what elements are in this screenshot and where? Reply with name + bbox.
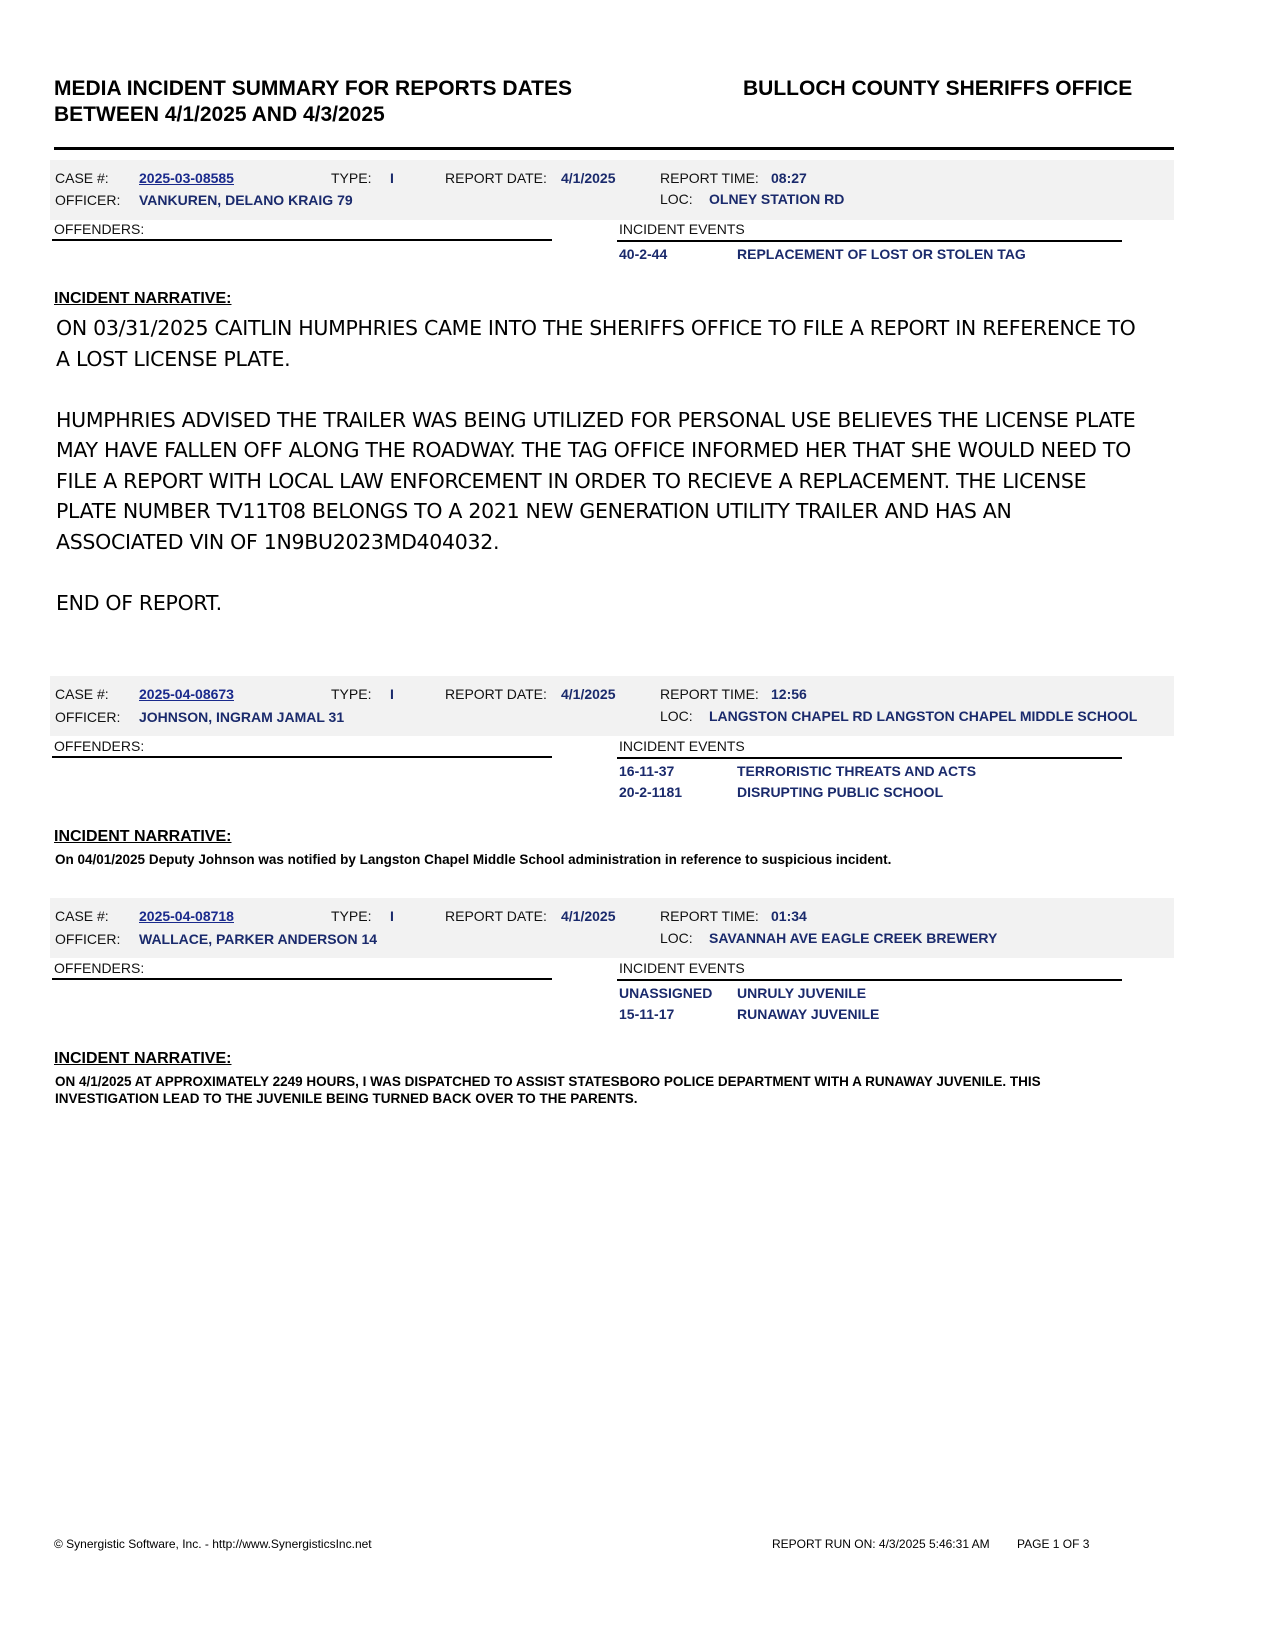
narrative-heading: INCIDENT NARRATIVE:: [54, 1050, 232, 1067]
narrative-line: MAY HAVE FALLEN OFF ALONG THE ROADWAY. THE TAG OFFICE INFORMED HER THAT SHE WOULD NEED TO: [56, 438, 1131, 462]
footer-run-on: REPORT RUN ON: 4/3/2025 5:46:31 AM: [772, 1537, 990, 1551]
event-code: UNASSIGNED: [619, 985, 713, 1001]
case-label: CASE #:: [55, 686, 109, 702]
report-time-label: REPORT TIME:: [660, 686, 759, 702]
case-number-link[interactable]: 2025-04-08673: [139, 686, 234, 702]
report-time-label: REPORT TIME:: [660, 908, 759, 924]
narrative-text: [56, 313, 1166, 618]
loc-value: LANGSTON CHAPEL RD LANGSTON CHAPEL MIDDLE SCHOOL: [709, 708, 1138, 724]
case-info-band: [50, 676, 1174, 736]
agency-name: BULLOCH COUNTY SHERIFFS OFFICE: [743, 77, 1133, 100]
officer-value: WALLACE, PARKER ANDERSON 14: [139, 931, 378, 947]
narrative-line: END OF REPORT.: [56, 590, 222, 615]
narrative-text: ON 4/1/2025 AT APPROXIMATELY 2249 HOURS, I WAS DISPATCHED TO ASSIST STATESBORO POLICE DEPARTMENT WITH A RUNAWAY JUVENILE. THIS: [55, 1074, 1041, 1089]
narrative-line: ON 03/31/2025 CAITLIN HUMPHRIES CAME INTO THE SHERIFFS OFFICE TO FILE A REPORT IN REFERENCE TO: [56, 316, 1136, 340]
narrative-heading: INCIDENT NARRATIVE:: [54, 828, 232, 845]
header-divider: [54, 147, 1174, 150]
report-time-value: 01:34: [771, 908, 807, 924]
type-label: TYPE:: [331, 686, 372, 702]
event-description: TERRORISTIC THREATS AND ACTS: [737, 763, 977, 779]
event-code: 40-2-44: [619, 246, 668, 262]
offenders-rule: [52, 978, 552, 980]
report-title-line1: MEDIA INCIDENT SUMMARY FOR REPORTS DATES: [54, 77, 573, 100]
narrative-line: A LOST LICENSE PLATE.: [56, 346, 291, 371]
narrative-text: On 04/01/2025 Deputy Johnson was notified by Langston Chapel Middle School administration in reference to suspicious incident.: [55, 852, 892, 867]
event-code: 20-2-1181: [619, 784, 683, 800]
type-value: I: [390, 170, 394, 186]
report-date-value: 4/1/2025: [561, 170, 616, 186]
report-time-label: REPORT TIME:: [660, 170, 759, 186]
type-value: I: [390, 908, 394, 924]
footer-page-number: PAGE 1 OF 3: [1017, 1537, 1090, 1551]
case-info-band: [50, 898, 1174, 958]
officer-label: OFFICER:: [55, 931, 121, 947]
narrative-text: INVESTIGATION LEAD TO THE JUVENILE BEING TURNED BACK OVER TO THE PARENTS.: [55, 1091, 638, 1106]
footer-copyright: © Synergistic Software, Inc. - http://www.SynergisticsInc.net: [54, 1537, 372, 1551]
event-code: 15-11-17: [619, 1006, 675, 1022]
report-time-value: 12:56: [771, 686, 807, 702]
report-date-value: 4/1/2025: [561, 686, 616, 702]
report-time-value: 08:27: [771, 170, 807, 186]
narrative-line: HUMPHRIES ADVISED THE TRAILER WAS BEING UTILIZED FOR PERSONAL USE BELIEVES THE LICENSE PLATE: [56, 407, 1136, 432]
case-number-link[interactable]: 2025-04-08718: [139, 908, 234, 924]
narrative-line: ASSOCIATED VIN OF 1N9BU2023MD404032.: [56, 529, 500, 554]
case-info-band: [50, 160, 1174, 220]
event-description: REPLACEMENT OF LOST OR STOLEN TAG: [737, 246, 1026, 262]
narrative-line: PLATE NUMBER TV11T08 BELONGS TO A 2021 NEW GENERATION UTILITY TRAILER AND HAS AN: [56, 499, 1012, 523]
type-label: TYPE:: [331, 908, 372, 924]
case-number-link[interactable]: 2025-03-08585: [139, 170, 234, 186]
loc-label: LOC:: [660, 708, 693, 724]
narrative-heading: INCIDENT NARRATIVE:: [54, 290, 232, 307]
loc-label: LOC:: [660, 930, 693, 946]
incident-events-rule: [617, 979, 1122, 981]
event-code: 16-11-37: [619, 763, 675, 779]
case-label: CASE #:: [55, 908, 109, 924]
officer-value: JOHNSON, INGRAM JAMAL 31: [139, 709, 345, 725]
narrative-line: FILE A REPORT WITH LOCAL LAW ENFORCEMENT IN ORDER TO RECIEVE A REPLACEMENT. THE LICENSE: [56, 468, 1087, 493]
loc-value: SAVANNAH AVE EAGLE CREEK BREWERY: [709, 930, 998, 946]
report-date-value: 4/1/2025: [561, 908, 616, 924]
offenders-label: OFFENDERS:: [54, 738, 145, 754]
report-date-label: REPORT DATE:: [445, 908, 547, 924]
event-description: UNRULY JUVENILE: [737, 985, 867, 1001]
report-date-label: REPORT DATE:: [445, 686, 547, 702]
offenders-rule: [52, 756, 552, 758]
report-date-label: REPORT DATE:: [445, 170, 547, 186]
loc-value: OLNEY STATION RD: [709, 191, 845, 207]
officer-label: OFFICER:: [55, 192, 121, 208]
officer-value: VANKUREN, DELANO KRAIG 79: [139, 192, 353, 208]
event-description: RUNAWAY JUVENILE: [737, 1006, 880, 1022]
offenders-rule: [52, 239, 552, 241]
event-description: DISRUPTING PUBLIC SCHOOL: [737, 784, 944, 800]
officer-label: OFFICER:: [55, 709, 121, 725]
type-value: I: [390, 686, 394, 702]
incident-events-rule: [617, 757, 1122, 759]
incident-events-label: INCIDENT EVENTS: [619, 221, 745, 237]
incident-events-label: INCIDENT EVENTS: [619, 960, 745, 976]
loc-label: LOC:: [660, 191, 693, 207]
incident-events-label: INCIDENT EVENTS: [619, 738, 745, 754]
type-label: TYPE:: [331, 170, 372, 186]
case-label: CASE #:: [55, 170, 109, 186]
offenders-label: OFFENDERS:: [54, 960, 145, 976]
report-title-line2: BETWEEN 4/1/2025 AND 4/3/2025: [54, 103, 385, 126]
offenders-label: OFFENDERS:: [54, 221, 145, 237]
incident-events-rule: [617, 240, 1122, 242]
